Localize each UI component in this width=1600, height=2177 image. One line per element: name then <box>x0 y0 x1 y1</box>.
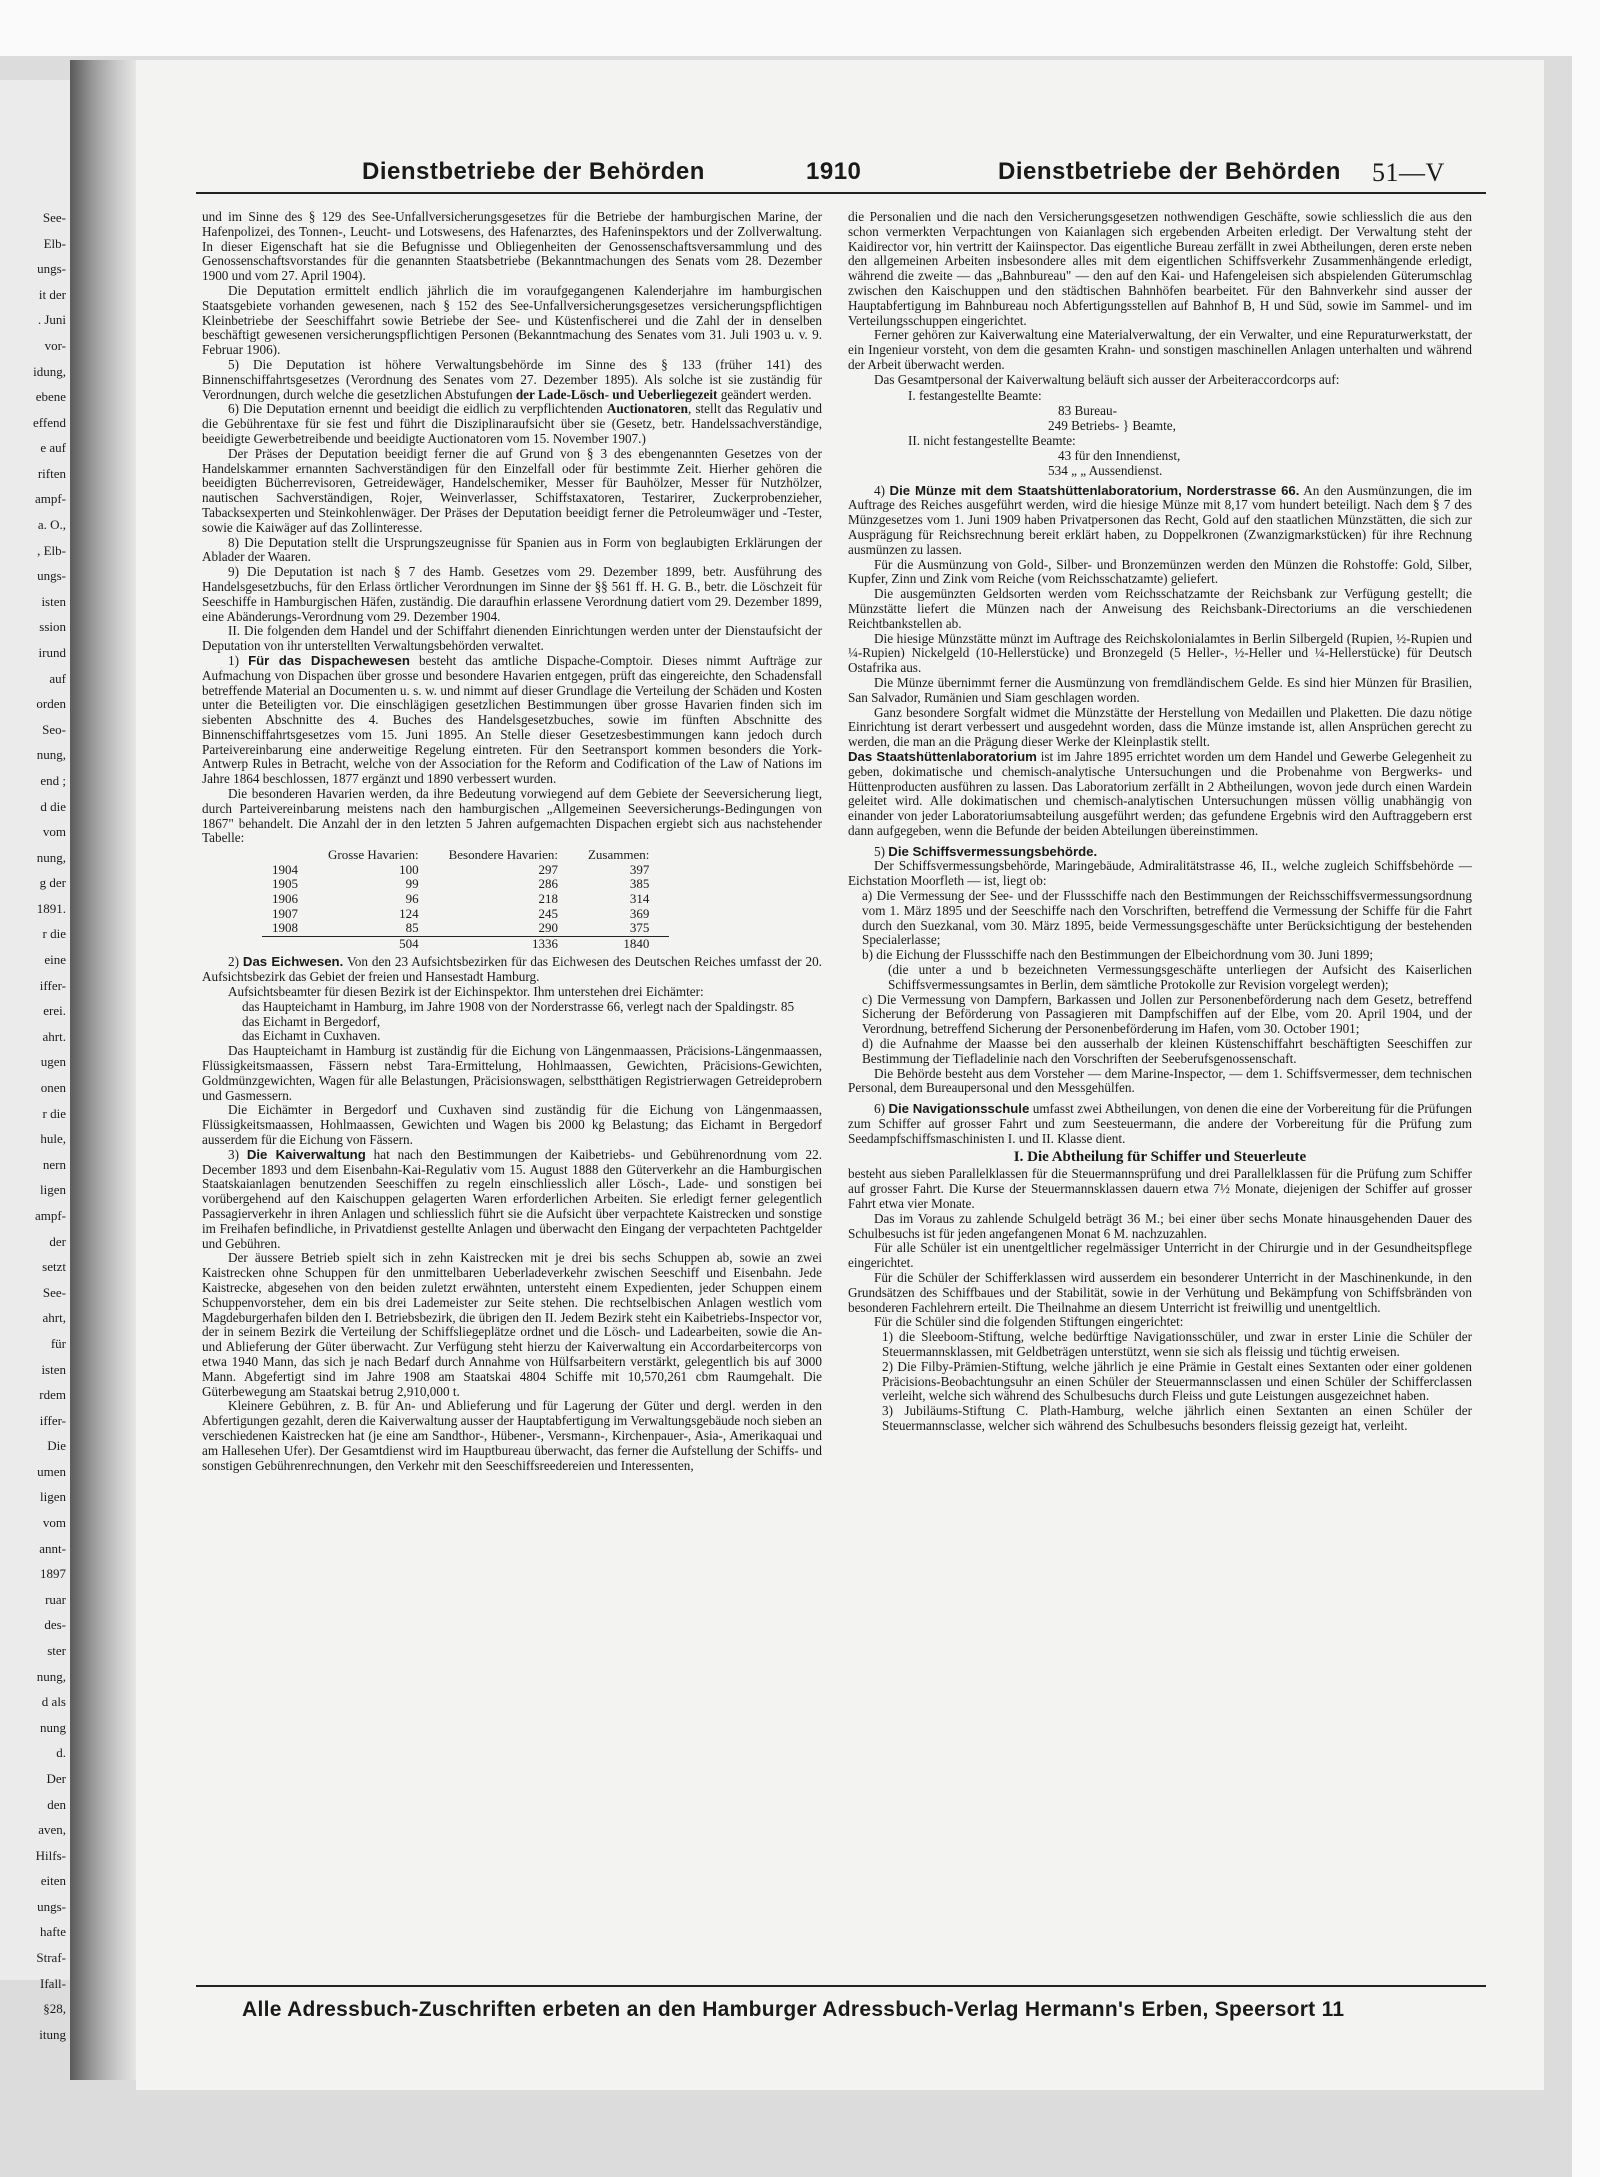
staff-line: I. festangestellte Beamte: <box>908 387 1042 403</box>
margin-fragment: d als <box>41 1694 66 1709</box>
section-schiffsvermessung: 5) Die Schiffsvermessungsbehörde. <box>874 843 1098 859</box>
margin-fragment: isten <box>41 1362 66 1377</box>
margin-fragment: ligen <box>40 1489 66 1504</box>
margin-fragment: rdem <box>39 1387 66 1402</box>
list-item: das Eichamt in Cuxhaven. <box>242 1028 381 1044</box>
margin-fragment: nung, <box>36 1669 66 1684</box>
paragraph: 8) Die Deputation stellt die Ursprungszeugnisse für Spanien aus in Form von beglaubigten Erklärungen der Ablader der Waaren. <box>202 534 822 565</box>
staff-line: 534 „ „ Aussendienst. <box>1048 462 1163 478</box>
list-item: das Eichamt in Bergedorf, <box>242 1013 381 1029</box>
section-dispachewesen: 1) Für das Dispachewesen besteht das amtliche Dispache-Comptoir. Dieses nimmt Aufträge zur Aufmachung von Dispachen über grosse und besondere Havarien entgegen, prüft das eingereichte, den Schadensfall betreffende Material an Documenten u. s. w. und nimmt auf dieser Grundlage die Verteilung der Schäden und Kosten unter die Beteiligten vor. Die einschlägigen gesetzlichen Bestimmungen über grosse Havarien finden sich im siebenten Abschnitte des 4. Buches des Handelsgesetzbuches, sowie im fünften Abschnitte des Binnenschiffahrtsgesetzes vom 15. Juni 1895. An Stelle dieser Gesetzesbestimmungen kann jedoch durch Parteivereinbarung eine anderweitige Regelung eintreten. Für den Seetransport kommen besonders die York-Antwerp Rules in Betracht, welche von der Association for the Reform and Codification of the Law of Nations im Jahre 1864 beschlossen, 1877 ergänzt und 1890 verbessert wurden. <box>202 652 822 787</box>
paragraph: Die besonderen Havarien werden, da ihre Bedeutung vorwiegend auf dem Gebiete der Seeversicherung liegt, durch Parteivereinbarung meistens nach den hamburgischen „Allgemeinen Seeversicherungs-Bedingungen von 1867" behandelt. Die Anzahl der in den letzten 5 Jahren aufgemachten Dispachen ergiebt sich aus nachstehender Tabelle: <box>202 786 822 846</box>
margin-fragment: ahrt. <box>42 1029 66 1044</box>
margin-fragment: a. O., <box>37 517 66 532</box>
list-item: 1) die Sleeboom-Stiftung, welche bedürftige Navigationsschüler, und zwar in erster Linie die Schüler der Steuermannsklassen, mit Geldbeträgen unterstützt, wenn sie sich als fleissig und tüchtig erweisen. <box>882 1329 1472 1359</box>
dispache-table <box>262 848 669 951</box>
left-column <box>202 210 822 1473</box>
margin-fragment: für <box>50 1336 66 1351</box>
margin-fragment: vom <box>42 1515 66 1530</box>
paragraph: Für die Schüler sind die folgenden Stiftungen eingerichtet: <box>874 1314 1184 1330</box>
margin-fragment: Der <box>46 1771 66 1786</box>
margin-fragment: end ; <box>40 773 66 788</box>
margin-fragment: ungs- <box>37 261 66 276</box>
list-item: das Haupteichamt in Hamburg, im Jahre 1908 von der Norderstrasse 66, verlegt nach der Spaldingstr. 85 <box>242 998 795 1014</box>
paragraph: Aufsichtsbeamter für diesen Bezirk ist der Eichinspektor. Ihm unterstehen drei Eichämter: <box>228 984 704 1000</box>
table-row: 1907 124 245 369 <box>272 905 650 921</box>
paragraph: Der Präses der Deputation beeidigt ferner die auf Grund von § 3 des ebengenannten Gesetzes von der Handelskammer ernannten Sachverständigen für den Einzelfall oder für bestimmte Zeit. Hierher gehören die beeidigten Bücherrevisoren, Getreidewäger, Handelschemiker, Messer für Bauhölzer, Messer für Nutzhölzer, nautischen Sachverständigen, Rojer, Weinverlasser, Schiffstaxatoren, Testarirer, Zuckerprobenzieher, Tabacksexperten und Steinkohlenwäger. Der Präses der Deputation beeidigt ferner die Petroleumwäger und -Tester, sowie die Kaiwäger auf das Zollinteresse. <box>202 445 822 535</box>
margin-fragment: ssion <box>39 619 66 634</box>
margin-fragment: §28, <box>43 2001 66 2016</box>
margin-fragment: nung, <box>36 850 66 865</box>
paragraph: 9) Die Deputation ist nach § 7 des Hamb. Gesetzes vom 29. Dezember 1899, betr. Ausführung des Handelsgesetzbuchs, für den Erlass örtlicher Verordnungen im Sinne der §§ 561 ff. H. G. B., betr. die Löschzeit für Seeschiffe in Hamburgischen Häfen, zuständig. Die daraufhin erlassene Verordnung datiert vom 29. Dezember 1899, eine Abänderungs-Verordnung vom 29. Dezember 1904. <box>202 564 822 624</box>
staff-line: 83 Bureau- <box>1058 402 1117 418</box>
header-right-title: Dienstbetriebe der Behörden <box>998 158 1341 185</box>
margin-fragment: Straf- <box>36 1950 66 1965</box>
right-column <box>848 210 1472 1434</box>
paragraph: Die ausgemünzten Geldsorten werden vom Reichsschatzamte der Reichsbank zur Verfügung gestellt; die Münzstätte liefert die Münzen nach der Anweisung des Reichsbank-Directoriums an die verschiedenen Reichtbankstellen ab. <box>848 586 1472 631</box>
paragraph: Für die Schüler der Schifferklassen wird ausserdem ein besonderer Unterricht in der Maschinenkunde, in den Grundsätzen des Schiffbaues und der Stabilität, sowie in der Verhütung und Bekämpfung von Schiffsbränden von besonderen Fachlehrern erteilt. Die Theilnahme an diesem Unterricht ist freiwillig und unentgeltlich. <box>848 1270 1472 1315</box>
margin-fragment: ahrt, <box>42 1310 66 1325</box>
header-year: 1910 <box>806 158 862 185</box>
table-row: 1905 99 286 385 <box>272 876 650 892</box>
publisher-footer: Alle Adressbuch-Zuschriften erbeten an den Hamburger Adressbuch-Verlag Hermann's Erben, Speersort 11 <box>242 1998 1345 2021</box>
margin-fragment: ster <box>47 1643 66 1658</box>
margin-fragment: 1891. <box>36 901 66 916</box>
margin-fragment: ligen <box>40 1182 66 1197</box>
paragraph: Der äussere Betrieb spielt sich in zehn Kaistrecken mit je drei bis sechs Schuppen ab, sowie an zwei Kaistrecken ohne Schuppen für den unmittelbaren Ueberladeverkehr zwischen Seeschiff und Eisenbahn. Jede Kaistrecke, abgesehen von den beiden zuletzt erwähnten, untersteht einem Expedienten, jeder Schuppen einem Schuppenvorsteher, dem ein bis drei Lademeister zur Seite stehen. Die rechtselbischen Anlagen westlich vom Magdeburgerhafen bilden den I. Betriebsbezirk, die übrigen den II. Jedem Bezirk steht ein Kaibetriebs-Inspector vor, der in seinem Bezirk die Verteilung der Schiffsliegeplätze ordnet und die Lösch- und Ladearbeiten, sowie die An- und Ablieferung der Güter überwacht. Zur Verfügung steht hierzu der Kaiverwaltung ein Accordarbeitercorps von etwa 1940 Mann, das sich je nach Bedarf durch Annahme von Hülfsarbeitern verstärkt, gelegentlich bis auf 3000 Mann. Abgefertigt sind im Jahre 1908 am Staatskai 4804 Schiffe mit 10,570,261 cbm Raumgehalt. Die Güterbewegung am Staatskai betrug 2,910,000 t. <box>202 1250 822 1399</box>
section-navigationsschule: 6) Die Navigationsschule umfasst zwei Abtheilungen, von denen die eine der Vorbereitung für die Prüfungen zum Schiffer auf grosser Fahrt und zum Seesteuermann, die andere der Vorbereitung für die Prüfung zum Seedampfschiffsmaschinisten I. und II. Klasse dient. <box>848 1101 1472 1146</box>
paragraph: 5) Die Deputation ist höhere Verwaltungsbehörde im Sinne des § 133 (früher 141) des Binnenschiffahrtsgesetzes (Verordnung des Senates vom 27. Dezember 1895). Als solche ist sie zuständig für Verordnungen, durch welche die gesetzlichen Abstufungen der Lade-Lösch- und Ueberliegezeit geändert werden. <box>202 356 822 402</box>
section-muenze: 4) Die Münze mit dem Staatshüttenlaboratorium, Norderstrasse 66. An den Ausmünzungen, die im Auftrage des Reiches ausgeführt werden, wird die hiesige Münze mit 8,17 vom hundert beteiligt. Nach dem § 7 des Münzgesetzes vom 1. Juni 1909 haben Privatpersonen das Recht, Gold auf den staatlichen Münzstätten, die sich zur Ausprägung für Reichsrechnung bereit erklärt haben, zu Doppelkronen (Zwanzigmarkstücken) für ihre Rechnung ausmünzen zu lassen. <box>848 482 1472 557</box>
section-eichwesen: 2) Das Eichwesen. Von den 23 Aufsichtsbezirken für das Eichwesen des Deutschen Reiches umfasst der 20. Aufsichtsbezirk das Gebiet der freien und Hansestadt Hamburg. <box>202 954 822 985</box>
list-item: 3) Jubiläums-Stiftung C. Plath-Hamburg, welche jährlich einen Sextanten an einen Schüler der Steuermannsclasse, welcher sich während des Schulbesuchs besonders fleissig gezeigt hat, verleiht. <box>882 1403 1472 1433</box>
subsection-heading: I. Die Abtheilung für Schiffer und Steuerleute <box>1013 1148 1307 1165</box>
staff-line: 249 Betriebs- } Beamte, <box>1048 417 1176 433</box>
book-gutter <box>70 60 136 2080</box>
staff-line: 43 für den Innendienst, <box>1058 447 1181 463</box>
margin-fragment: des- <box>44 1617 66 1632</box>
table-header-row: Grosse Havarien: Besondere Havarien: Zusammen: <box>328 847 650 863</box>
header-rule <box>196 192 1486 194</box>
margin-fragment: See- <box>42 210 66 225</box>
margin-fragment: eiten <box>40 1873 66 1888</box>
margin-fragment: nung, <box>36 747 66 762</box>
page-number: 51—V <box>1372 158 1445 187</box>
previous-page-edge <box>0 80 70 2042</box>
paragraph: 6) Die Deputation ernennt und beeidigt die eidlich zu verpflichtenden Auctionatoren, stellt das Regulativ und die Gebührentaxe für sie fest und führt die Disziplinaraufsicht über sie (Gesetz, betr. Handelssachverständige, beeidigte Gewerbetreibende und beeidigte Auctionatoren vom 15. November 1907.) <box>202 401 823 446</box>
margin-fragment: aven, <box>38 1822 66 1837</box>
section-staatshuettenlaboratorium: Das Staatshüttenlaboratorium ist im Jahre 1895 errichtet worden um dem Handel und Gewerbe Gelegenheit zu geben, dokimatische und chemisch-analytische Untersuchungen und die Probenahme von Bergwerks- und Hüttenproducten ausführen zu lassen. Das Laboratorium zerfällt in 2 Abtheilungen, wovon jede durch einen Wardein geleitet wird. Alle dokimatischen und chemisch-analytischen Untersuchungen müssen völlig unabhängig von einander von jeder Laboratoriumsabteilung ausgeführt werden; das gefundene Ergebnis wird den Auftraggebern erst dann aufgegeben, wenn die Befunde der beiden Abteilungen übereinstimmen. <box>848 748 1472 838</box>
paragraph: II. Die folgenden dem Handel und der Schiffahrt dienenden Einrichtungen werden unter der Dienstaufsicht der Deputation von ihr unterstellten Verwaltungsbehörden verwaltet. <box>202 623 822 654</box>
margin-fragment: hule, <box>40 1131 66 1146</box>
paragraph: Der Schiffsvermessungsbehörde, Maringebäude, Admiralitätstrasse 46, II., welche zugleich Schiffsbehörde — Eichstation Moorfleth — ist, liegt ob: <box>848 858 1472 889</box>
margin-fragment: r die <box>42 1106 66 1121</box>
margin-fragment: setzt <box>42 1259 66 1274</box>
margin-fragment: erei. <box>43 1003 66 1018</box>
paragraph: Die Münze übernimmt ferner die Ausmünzung von fremdländischem Gelde. Es sind hier Münzen für Brasilien, San Salvador, Rumänien und Siam geschlagen worden. <box>848 674 1472 705</box>
paragraph: Das im Voraus zu zahlende Schulgeld beträgt 36 M.; bei einer über sechs Monate hinausgehenden Dauer des Schulbesuchs ist für jeden angefangenen Monat 6 M. nachzuzahlen. <box>848 1210 1472 1241</box>
margin-fragment: iffer- <box>39 978 66 993</box>
margin-fragment: ampf- <box>34 491 66 506</box>
margin-fragment: vom <box>42 824 66 839</box>
margin-fragment: it der <box>38 287 66 302</box>
paragraph: Die Behörde besteht aus dem Vorsteher — dem Marine-Inspector, — dem 1. Schiffsvermesser, dem technischen Personal, dem Bureaupersonal und den Messgehülfen. <box>848 1065 1472 1096</box>
margin-fragment: ampf- <box>34 1208 66 1223</box>
margin-fragment: d die <box>40 799 66 814</box>
margin-fragment: Hilfs- <box>35 1848 66 1863</box>
paragraph: und im Sinne des § 129 des See-Unfallversicherungsgesetzes für die Betriebe der hamburgischen Marine, der Hafenpolizei, des Tonnen-, Leucht- und Lotswesens, des Hafenarztes, des Hafeninspektors und der Zollverwaltung. In dieser Eigenschaft hat sie die Befugnisse und Obliegenheiten der Genossenschaftsversammlung und des Genossenschaftsvorstandes für die genannten Staatsbetriebe (Bekanntmachungen des Senats vom 28. Dezember 1900 und vom 27. April 1904). <box>202 209 822 284</box>
paragraph: Für alle Schüler ist ein unentgeltlicher regelmässiger Unterricht in der Chirurgie und in der Gesundheitspflege eingerichtet. <box>848 1240 1472 1271</box>
margin-fragment: e auf <box>40 440 66 455</box>
margin-fragment: onen <box>40 1080 66 1095</box>
header-left-title: Dienstbetriebe der Behörden <box>362 158 705 185</box>
paragraph: die Personalien und die nach den Versicherungsgesetzen nothwendigen Geschäfte, sowie schliesslich die aus den schon vermerkten Verpachtungen von Kaianlagen sich ergebenden Arbeiten erledigt. Der Verwaltung steht der Kaidirector vor, hin vertritt der Kaiinspector. Das eigentliche Bureau zerfällt in zwei Abtheilungen, deren erste neben den allgemeinen Arbeiten insbesondere alles mit dem eigentlichen Schiffsverkehr Zusammenhängende erledigt, während die zweite — das „Bahnbureau" — den auf den Kai- und Hafengeleisen sich abspielenden Güterumschlag zwischen den Kaischuppen und den städtischen Bahnhöfen bearbeitet. Für den Bahnverkehr sind ausser der Hauptabfertigung im Bahnbureau noch Abfertigungsstellen auf Bahnhof B, H und Süd, sowie im Sammel- und im Verteilungsschuppen eingerichtet. <box>848 209 1472 328</box>
margin-fragment: effend <box>33 415 66 430</box>
list-item: d) die Aufnahme der Maasse bei den ausserhalb der kleinen Küstenschiffahrt beschäftigten Seeschiffen zur Bestimmung der Tiefladelinie nach den Vorschriften der Seeberufsgenossenschaft. <box>862 1036 1472 1066</box>
paragraph: Für die Ausmünzung von Gold-, Silber- und Bronzemünzen werden den Münzen die Rohstoffe: Gold, Silber, Kupfer, Zinn und Zink vom Reiche (vom Reichsschatzamte) geliefert. <box>848 556 1472 587</box>
paragraph: Ferner gehören zur Kaiverwaltung eine Materialverwaltung, der ein Verwalter, und eine Repuraturwerkstatt, der ein Ingenieur vorsteht, von dem die gesamten Krahn- und sonstigen maschinellen Anlagen unterhalten und während der Arbeit überwacht werden. <box>848 327 1472 372</box>
margin-fragment: idung, <box>33 364 66 379</box>
paragraph: Ganz besondere Sorgfalt widmet die Münzstätte der Herstellung von Medaillen und Plaketten. Die dazu nötige Einrichtung ist derart verbessert und ausgedehnt worden, dass die Münze imstande ist, allen Ansprüchen gerecht zu werden, die man an die Prägung dieser Werke der Kleinplastik stellt. <box>848 704 1472 750</box>
margin-fragment: orden <box>36 696 66 711</box>
margin-fragment: Elb- <box>43 236 66 251</box>
margin-fragment: ungs- <box>37 1899 66 1914</box>
margin-fragment: hafte <box>40 1924 66 1939</box>
margin-fragment: See- <box>42 1285 66 1300</box>
margin-fragment: Ifall- <box>40 1976 66 1991</box>
paragraph: besteht aus sieben Parallelklassen für die Steuermannsprüfung und drei Parallelklassen für die Prüfung zum Schiffer auf grosser Fahrt. Die Kurse der Steuermannsklassen dauern etwa 7½ Monate, diejenigen der Schiffer auf grosser Fahrt etwa vier Monate. <box>848 1166 1472 1212</box>
margin-fragment: r die <box>42 926 66 941</box>
list-item: b) die Eichung der Flussschiffe nach den Bestimmungen der Elbeichordnung vom 30. Juni 1899; <box>862 947 1374 963</box>
margin-fragment: riften <box>37 466 66 481</box>
paragraph: Die Deputation ermittelt endlich jährlich die im voraufgegangenen Kalenderjahre im hamburgischen Staatsgebiete vorhanden gewesenen, nach § 152 des See-Unfallversicherungsgesetzes versicherungspflichtigen Kleinbetriebe der Seeschiffahrt sowie Betriebe der See- und Küstenfischerei und die Zahl der in denselben beschäftigt gewesenen versicherungspflichtigen Personen (Bekanntmachung des Senates vom 31. Juli 1903 u. v. 9. Februar 1906). <box>202 282 822 358</box>
margin-fragment: auf <box>49 671 66 686</box>
margin-fragment: Die <box>47 1438 66 1453</box>
margin-fragment: Seo- <box>42 722 66 737</box>
margin-fragment: d. <box>56 1745 66 1760</box>
footer-rule <box>196 1985 1486 1987</box>
margin-fragment: . Juni <box>37 312 66 327</box>
margin-fragment: itung <box>39 2027 66 2042</box>
margin-fragment: ugen <box>40 1054 66 1069</box>
paragraph: Die hiesige Münzstätte münzt im Auftrage des Reichskolonialamtes in Berlin Silbergeld (Rupien, ½-Rupien und ¼-Rupien) Nickelgeld (10-Hellerstücke) und Bronzegeld (5 Heller-, ½-Heller und ¼-Hellerstücke) für Deutsch Ostafrika aus. <box>848 630 1472 676</box>
margin-fragment: umen <box>37 1464 66 1479</box>
margin-fragment: ruar <box>45 1592 66 1607</box>
margin-fragment: 1897 <box>40 1566 66 1581</box>
paragraph: Das Gesamtpersonal der Kaiverwaltung beläuft sich ausser der Arbeiteraccordcorps auf: <box>874 371 1340 387</box>
margin-fragment: annt- <box>39 1541 66 1556</box>
margin-fragment: eine <box>44 952 66 967</box>
margin-fragment: nung <box>40 1720 66 1735</box>
margin-fragment: nern <box>42 1157 66 1172</box>
margin-fragment: irund <box>38 645 66 660</box>
margin-fragment: der <box>49 1234 66 1249</box>
margin-fragment: isten <box>41 594 66 609</box>
margin-fragment: ungs- <box>37 568 66 583</box>
list-item: c) Die Vermessung von Dampfern, Barkassen und Jollen zur Personenbeförderung nach dem Gesetz, betreffend Sicherung der Beförderung von Passagieren mit Dampfschiffen auf der Elbe, vom 20. April 1904, und der Verordnung, betreffend Sicherung der Personenbeförderung im Hafen, vom 30. October 1901; <box>862 991 1472 1037</box>
scan-background-top <box>0 0 1600 56</box>
margin-fragment: vor- <box>44 338 66 353</box>
table-row: 1904 100 297 397 <box>272 861 650 877</box>
scan-background-right <box>1572 0 1600 2177</box>
paragraph: Das Haupteichamt in Hamburg ist zuständig für die Eichung von Längenmaassen, Präcisions-Längenmaassen, Flüssigkeitsmaassen, Fässern nebst Tara-Ermittelung, Hohlmaassen, Gewichten, Präcisions-Gewichten, Goldmünzgewichten, Wagen für alle Belastungen, Präcisionswagen, selbstthätigen Registrierwagen Getreideprobern und Gasmessern. <box>202 1043 822 1103</box>
list-item: 2) Die Filby-Prämien-Stiftung, welche jährlich je eine Prämie in Gestalt eines Sextanten oder einer goldenen Präcisions-Beobachtungsuhr an einen Schüler der Steuermannsclassen und einen Schüler der Schifferclassen verleiht, welche sich während des Schulbesuchs durch Fleiss und gute Leistungen ausgezeichnet haben. <box>882 1358 1472 1404</box>
table-row: 1906 96 218 314 <box>272 891 650 907</box>
margin-fragment: den <box>47 1797 66 1812</box>
margin-fragment: ebene <box>35 389 66 404</box>
margin-fragment: iffer- <box>39 1413 66 1428</box>
staff-list <box>908 388 1472 478</box>
paragraph: Kleinere Gebühren, z. B. für An- und Ablieferung und für Lagerung der Güter und dergl. werden in den Abfertigungen gezahlt, deren die Kaiverwaltung ausser der Hauptabfertigung im Verwaltungsgebäude noch sieben an verschiedenen Kaistrecken hat (je eine am Sandthor-, Hübener-, Versmann-, Kirchenpauer-, Asia-, Amerikaquai und am Hallesehen Ufer). Der Gesamtdienst wird im Hauptbureau überwacht, das ferner die Aufstellung der Schiffs- und sonstigen Gebührenrechnungen, den Verkehr mit den Seeschiffsreedereien und Interessenten, <box>202 1398 822 1473</box>
paragraph: Die Eichämter in Bergedorf und Cuxhaven sind zuständig für die Eichung von Längenmaassen, Flüssigkeitsmaassen, Hohlmaassen, Gewichten und Wagen bis 2000 kg Belastung; das Eichamt in Bergedorf ausserdem für die Eichung von Fässern. <box>202 1102 822 1147</box>
margin-fragment: g der <box>39 875 66 890</box>
table-total-row: 504 1336 1840 <box>262 936 669 951</box>
margin-fragment: , Elb- <box>37 543 66 558</box>
list-item: a) Die Vermessung der See- und der Flussschiffe nach den Bestimmungen der Reichsschiffsvermessungsordnung vom 1. März 1895 und der Seeschiffe nach den Vorschriften, betreffend die Vermessung der Schiffe für die Fahrt durch den Suezkanal, vom 30. März 1895, beide Vermessungsgeschäfte unter Berücksichtigung der bestehenden Specialerlasse; <box>862 888 1472 948</box>
list-item: (die unter a und b bezeichneten Vermessungsgeschäfte unterliegen der Aufsicht des Kaiserlichen Schiffsvermessungsamtes in Berlin, dem sämtliche Protokolle zur Revision vorgelegt werden); <box>888 962 1472 992</box>
section-kaiverwaltung: 3) Die Kaiverwaltung hat nach den Bestimmungen der Kaibetriebs- und Gebührenordnung vom 22. December 1893 und dem Eisenbahn-Kai-Regulativ vom 15. August 1888 den Güterverkehr an die Hamburgischen Staatskaianlagen benutzenden Seeschiffen zu regeln einschliesslich aller Lösch-, Lade- und sonstigen bei vorübergehend auf den Kaischuppen gelagerten Waren erforderlichen Arbeiten. Sie erledigt ferner gelegentlich Passagierverkehr in ihren Anlagen und schliesslich führt sie die Aufsicht über verpachtete Kaistrecken und sonstige im Freihafen befindliche, in Privatdienst gestellte Anlagen und überwacht den Eingang der verpachteten Pachtgelder und Gebühren. <box>202 1146 823 1251</box>
staff-line: II. nicht festangestellte Beamte: <box>908 432 1076 448</box>
table-row: 1908 85 290 375 <box>272 920 650 936</box>
